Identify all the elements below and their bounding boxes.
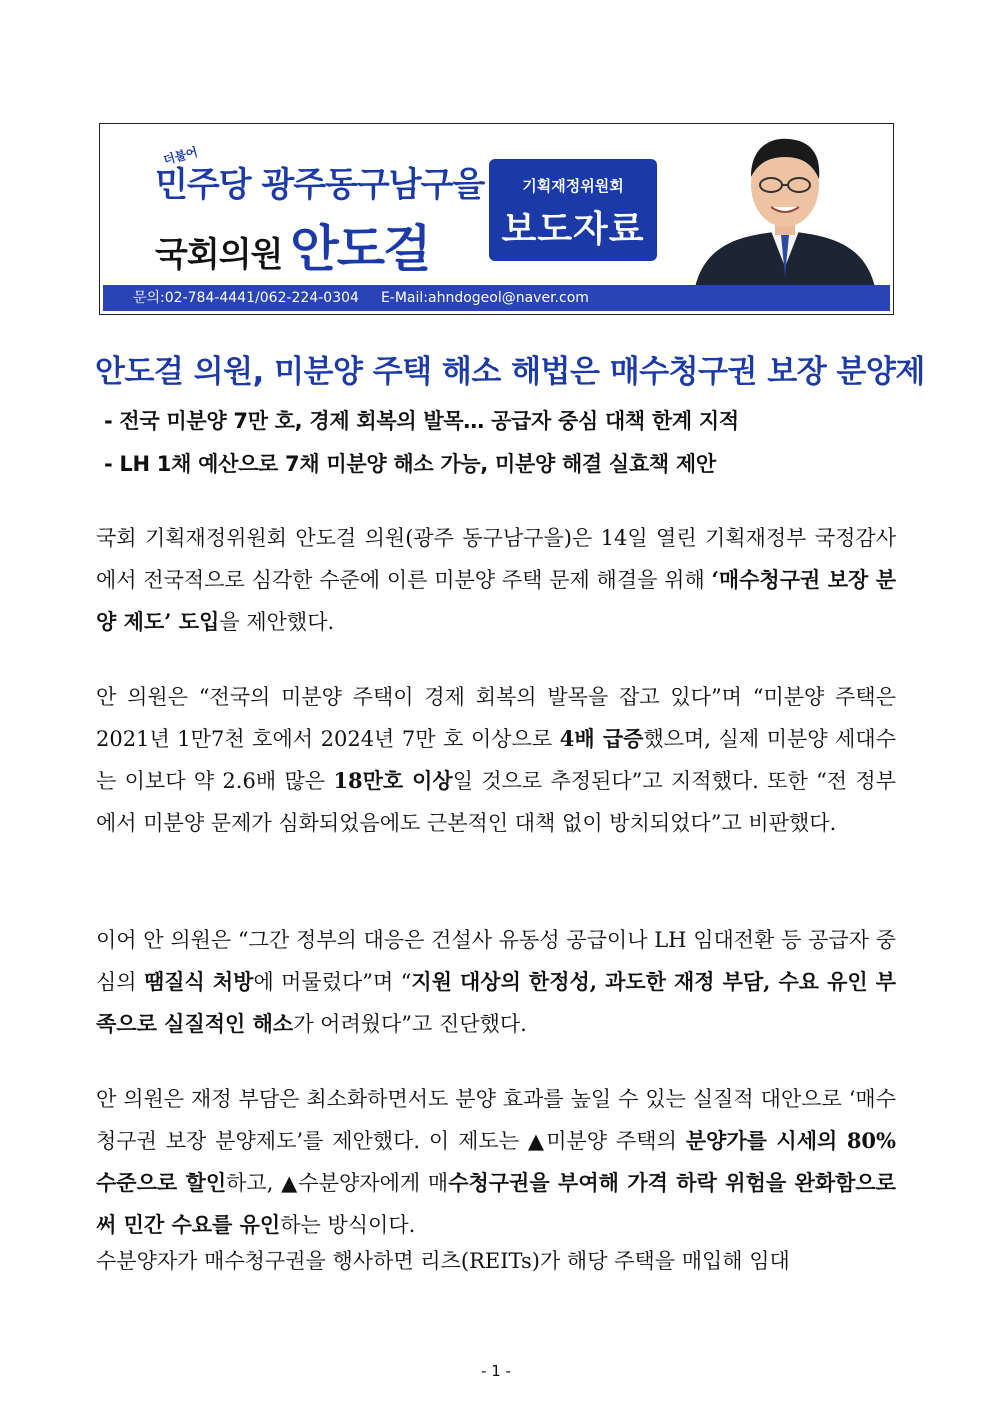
subheadline: - LH 1채 예산으로 7채 미분양 해소 가능, 미분양 해결 실효책 제안 xyxy=(104,452,716,476)
paragraph-4 xyxy=(96,1078,896,1246)
page-number: - 1 - xyxy=(481,1362,511,1380)
contact-bar xyxy=(103,285,890,311)
text-run: 하고, ▲수분양자에게 매 xyxy=(226,1171,449,1195)
text-run: 을 제안했다. xyxy=(219,610,335,634)
bold-run: 분양가를 시세의 80% 수준으로 할인 xyxy=(96,1128,896,1195)
portrait-image xyxy=(675,127,894,287)
text-run: 수분양자가 매수청구권을 행사하면 리츠(REITs)가 해당 주택을 매입해 임대 xyxy=(96,1249,790,1273)
subheadline: - 전국 미분양 7만 호, 경제 회복의 발목… 공급자 중심 대책 한계 지적 xyxy=(104,409,739,433)
committee-name: 기획재정위원회 xyxy=(522,177,624,195)
bold-run: 4배 급증 xyxy=(559,726,644,751)
text-run: 안 의원은 재정 부담은 최소화하면서도 분양 효과를 높일 수 있는 실질적 대안으로 ‘매수청구권 보장 분양제도’를 제안했다. 이 제도는 ▲미분양 주택의 xyxy=(96,1087,896,1153)
bold-run: 지원 대상의 한정성, 과도한 재정 부담, 수요 유인 부족으로 실질적인 해소 xyxy=(96,969,896,1036)
contact-email: E-Mail:ahndogeol@naver.com xyxy=(380,290,589,306)
contact-phone: 문의:02-784-4441/062-224-0304 xyxy=(133,290,359,306)
paragraph-1 xyxy=(96,517,896,643)
party-prefix: 더불어 xyxy=(161,144,200,168)
paragraph-2 xyxy=(96,676,896,844)
press-banner xyxy=(99,123,894,315)
text-run: 에 머물렀다”며 “ xyxy=(253,970,412,994)
bold-run: 18만호 이상 xyxy=(333,768,453,793)
bold-run: 땜질식 처방 xyxy=(143,969,254,994)
paragraph-5 xyxy=(96,1240,896,1282)
member-label: 국회의원 xyxy=(155,235,283,275)
party-district: 민주당 광주동구남구을 xyxy=(155,165,485,205)
paragraph-3 xyxy=(96,919,896,1045)
bold-run: 수청구권을 부여해 가격 하락 위험을 완화함으로써 민간 수요를 유인 xyxy=(96,1170,896,1237)
text-run: 이어 안 의원은 “그간 정부의 대응은 건설사 유동성 공급이나 LH 임대전환 등 공급자 중심의 xyxy=(96,928,896,994)
text-run: 했으며, 실제 미분양 세대수는 이보다 약 2.6배 많은 xyxy=(96,727,896,793)
text-run: 하는 방식이다. xyxy=(280,1213,416,1237)
press-release-label: 보도자료 xyxy=(501,209,645,250)
member-line xyxy=(155,209,429,281)
banner-body xyxy=(103,127,890,311)
text-run: 일 것으로 추정된다”고 지적했다. 또한 “전 정부에서 미분양 문제가 심화되었음에도 근본적인 대책 없이 방치되었다”고 비판했다. xyxy=(96,769,896,835)
text-run: 국회 기획재정위원회 안도걸 의원(광주 동구남구을)은 14일 열린 기획재정부 국정감사에서 전국적으로 심각한 수준에 이른 미분양 주택 문제 해결을 위해 xyxy=(96,526,896,592)
text-run: 안 의원은 “전국의 미분양 주택이 경제 회복의 발목을 잡고 있다”며 “미분양 주택은 2021년 1만7천 호에서 2024년 7만 호 이상으로 xyxy=(96,685,896,751)
bold-run: ‘매수청구권 보장 분양 제도’ 도입 xyxy=(96,567,896,634)
member-name: 안도걸 xyxy=(290,220,430,278)
text-run: 가 어려웠다”고 진단했다. xyxy=(293,1012,527,1036)
headline: 안도걸 의원, 미분양 주택 해소 해법은 매수청구권 보장 분양제 xyxy=(95,354,925,390)
press-release-box xyxy=(489,159,657,261)
